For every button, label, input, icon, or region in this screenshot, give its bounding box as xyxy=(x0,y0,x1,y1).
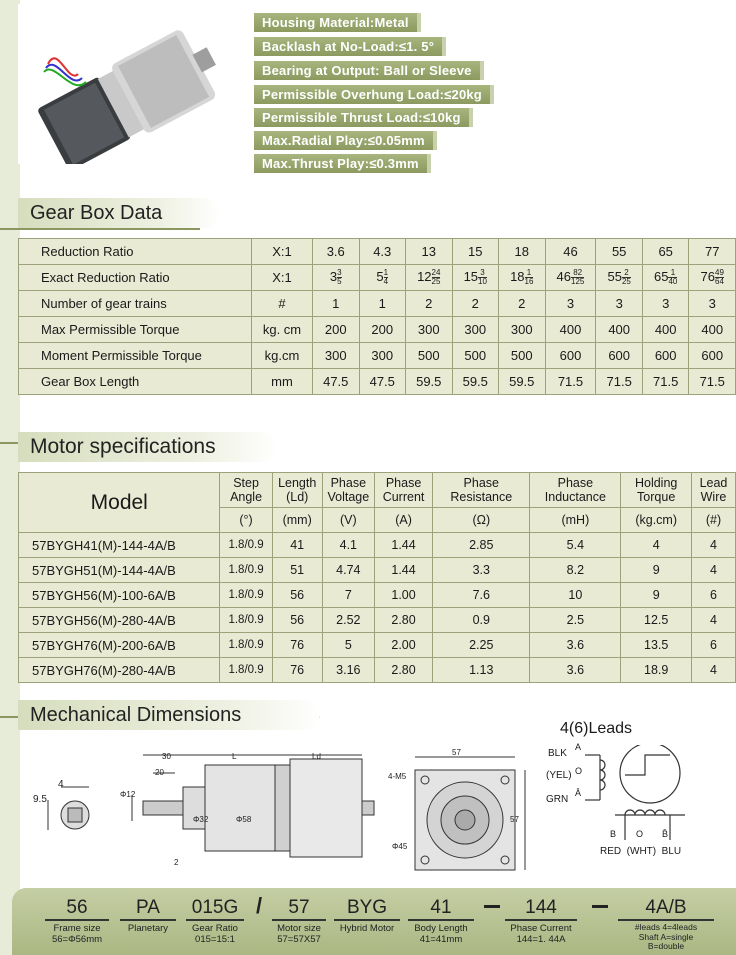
frac-whole: 5 xyxy=(376,268,384,284)
frac-numerator: 1 xyxy=(383,268,389,278)
spec-housing: Housing Material:Metal xyxy=(254,13,421,32)
gear-heading-line xyxy=(0,228,200,230)
gear-cell: 300 xyxy=(406,317,453,343)
gear-cell xyxy=(406,265,453,291)
dim-2: 2 xyxy=(174,858,179,867)
motor-cell: 1.00 xyxy=(374,583,432,608)
spec-thrust-load: Permissible Thrust Load:≤10kg xyxy=(254,108,473,127)
gear-cell: 59.5 xyxy=(499,369,546,395)
frac-whole: 12 xyxy=(417,268,432,284)
frac xyxy=(622,269,631,286)
motor-cell: 4 xyxy=(691,608,735,633)
frac-whole: 18 xyxy=(510,268,525,284)
gear-cell: 600 xyxy=(596,343,643,369)
motor-row xyxy=(19,608,736,633)
gear-cell: 600 xyxy=(642,343,689,369)
spec-backlash: Backlash at No-Load:≤1. 5° xyxy=(254,37,446,56)
frac-whole: 55 xyxy=(607,268,622,284)
gear-cell: 71.5 xyxy=(596,369,643,395)
gear-cell xyxy=(642,265,689,291)
lead-letter-a-bar: Ā xyxy=(575,788,582,798)
dim-key-height: 9.5 xyxy=(33,794,47,805)
motor-cell: 2.80 xyxy=(374,658,432,683)
frac-whole: 76 xyxy=(700,268,715,284)
frac xyxy=(668,269,677,286)
gear-cell: 71.5 xyxy=(642,369,689,395)
frac xyxy=(384,269,388,286)
gear-cell: 200 xyxy=(313,317,360,343)
motor-cell: 1.8/0.9 xyxy=(220,633,272,658)
code-gear-ratio: 015G Gear Ratio 015=15:1 xyxy=(186,897,244,945)
gear-cell: 59.5 xyxy=(406,369,453,395)
dim-phi58: Φ58 xyxy=(236,815,252,824)
motor-cell: 7 xyxy=(322,583,374,608)
gear-row-label: Reduction Ratio xyxy=(19,239,252,265)
motor-cell: 1.8/0.9 xyxy=(220,558,272,583)
gear-box-table xyxy=(18,238,736,395)
dim-phi45: Φ45 xyxy=(392,842,408,851)
motor-cell: 12.5 xyxy=(621,608,692,633)
gear-cell: 3 xyxy=(596,291,643,317)
motor-col-header: Step Angle xyxy=(220,473,272,508)
motor-cell: 8.2 xyxy=(530,558,621,583)
motor-cell: 7.6 xyxy=(433,583,530,608)
motor-cell: 76 xyxy=(272,633,322,658)
spec-thrust-play: Max.Thrust Play:≤0.3mm xyxy=(254,154,431,173)
gear-cell: 500 xyxy=(499,343,546,369)
frac-denominator: 16 xyxy=(524,277,534,287)
motor-spec-table xyxy=(18,472,736,683)
gear-cell: 59.5 xyxy=(452,369,499,395)
motor-col-unit: (#) xyxy=(691,508,735,533)
motor-col-header: Lead Wire xyxy=(691,473,735,508)
motor-cell: 9 xyxy=(621,558,692,583)
motor-cell: 3.3 xyxy=(433,558,530,583)
motor-col-unit: (A) xyxy=(374,508,432,533)
gear-cell: 600 xyxy=(689,343,736,369)
motor-cell: 2.80 xyxy=(374,608,432,633)
gear-cell: 47.5 xyxy=(359,369,406,395)
gear-box-heading: Gear Box Data xyxy=(18,198,220,228)
motor-cell: 10 xyxy=(530,583,621,608)
lead-letter-o2: O xyxy=(636,829,644,839)
motor-cell: 2.25 xyxy=(433,633,530,658)
gear-row xyxy=(19,317,736,343)
motor-cell: 1.44 xyxy=(374,533,432,558)
motor-row xyxy=(19,558,736,583)
gear-row-unit: mm xyxy=(252,369,313,395)
code-dash-1 xyxy=(484,905,500,908)
frac-numerator: 3 xyxy=(478,269,487,278)
frac-numerator: 1 xyxy=(525,269,534,278)
motor-cell: 6 xyxy=(691,633,735,658)
motor-cell: 5 xyxy=(322,633,374,658)
frac-numerator: 49 xyxy=(715,268,724,278)
frac-denominator: 5 xyxy=(337,277,342,287)
code-leads-shaft: 4A/B #leads 4=4leads Shaft A=single B=double xyxy=(618,897,714,952)
motor-cell: 4 xyxy=(691,558,735,583)
gear-cell xyxy=(359,265,406,291)
frac-whole: 46 xyxy=(556,268,572,284)
motor-col-header: Phase Voltage xyxy=(322,473,374,508)
frac-denominator: 4 xyxy=(383,277,389,287)
dim-30: 30 xyxy=(162,752,171,761)
gear-row xyxy=(19,343,736,369)
gear-cell: 1 xyxy=(313,291,360,317)
motor-cell: 4 xyxy=(621,533,692,558)
motor-cell: 1.44 xyxy=(374,558,432,583)
frac-numerator: 2 xyxy=(622,269,631,278)
gear-row xyxy=(19,291,736,317)
gear-cell xyxy=(499,265,546,291)
motor-cell: 56 xyxy=(272,583,322,608)
spec-radial-play: Max.Radial Play:≤0.05mm xyxy=(254,131,437,150)
lead-letter-a: A xyxy=(575,742,582,752)
gear-cell xyxy=(596,265,643,291)
spec-bearing: Bearing at Output: Ball or Sleeve xyxy=(254,61,484,80)
frac-numerator: 24 xyxy=(431,268,441,278)
lead-letter-b-bar: B̄ xyxy=(662,829,669,839)
frac-denominator: 40 xyxy=(668,277,678,287)
code-dash-2 xyxy=(592,905,608,908)
motor-row xyxy=(19,658,736,683)
motor-col-unit: (mm) xyxy=(272,508,322,533)
motor-col-unit: (Ω) xyxy=(433,508,530,533)
gear-row-unit: kg.cm xyxy=(252,343,313,369)
gear-row-label: Moment Permissible Torque xyxy=(19,343,252,369)
frac-numerator: 3 xyxy=(337,268,342,278)
code-body-length: 41 Body Length 41=41mm xyxy=(408,897,474,945)
motor-cell: 2.85 xyxy=(433,533,530,558)
lead-grn: GRN xyxy=(546,794,569,805)
lead-letter-o1: O xyxy=(575,766,583,776)
motor-model-cell: 57BYGH51(M)-144-4A/B xyxy=(19,558,220,583)
dim-key-width: 4 xyxy=(58,779,64,790)
motor-cell: 2.5 xyxy=(530,608,621,633)
motor-cell: 1.13 xyxy=(433,658,530,683)
motor-cell: 2.52 xyxy=(322,608,374,633)
gear-cell: 4.3 xyxy=(359,239,406,265)
dim-front-57-v: 57 xyxy=(510,815,519,824)
dim-20: 20 xyxy=(155,768,164,777)
mech-dim-heading: Mechanical Dimensions xyxy=(18,700,320,730)
gear-cell: 47.5 xyxy=(313,369,360,395)
lead-letter-b: B xyxy=(610,829,617,839)
gear-cell: 2 xyxy=(499,291,546,317)
mechanical-drawing xyxy=(20,745,540,880)
motor-cell: 2.00 xyxy=(374,633,432,658)
gear-row xyxy=(19,239,736,265)
dim-Ld: Ld xyxy=(312,752,321,761)
gear-cell xyxy=(313,265,360,291)
gear-cell: 300 xyxy=(499,317,546,343)
motor-model-cell: 57BYGH56(M)-100-6A/B xyxy=(19,583,220,608)
gear-cell: 71.5 xyxy=(545,369,596,395)
motor-cell: 4 xyxy=(691,658,735,683)
gear-row-unit: X:1 xyxy=(252,265,313,291)
motor-cell: 5.4 xyxy=(530,533,621,558)
motor-cell: 51 xyxy=(272,558,322,583)
motor-col-header: Length (Ld) xyxy=(272,473,322,508)
motor-cell: 18.9 xyxy=(621,658,692,683)
gear-cell: 200 xyxy=(359,317,406,343)
frac-whole: 15 xyxy=(463,268,479,284)
motor-cell: 4.1 xyxy=(322,533,374,558)
gear-cell: 300 xyxy=(313,343,360,369)
motor-model-cell: 57BYGH56(M)-280-4A/B xyxy=(19,608,220,633)
dim-L: L xyxy=(232,752,237,761)
frac-denominator: 25 xyxy=(621,277,631,287)
frac-numerator: 1 xyxy=(668,269,677,278)
frac xyxy=(571,269,584,286)
gear-cell: 1 xyxy=(359,291,406,317)
gear-cell: 500 xyxy=(452,343,499,369)
motor-cell: 4.74 xyxy=(322,558,374,583)
gear-row-unit: X:1 xyxy=(252,239,313,265)
motor-cell: 4 xyxy=(691,533,735,558)
gear-cell: 300 xyxy=(359,343,406,369)
motor-row xyxy=(19,583,736,608)
motor-cell: 1.8/0.9 xyxy=(220,608,272,633)
gear-cell: 400 xyxy=(596,317,643,343)
code-frame-size: 56 Frame size 56=Φ56mm xyxy=(45,897,109,945)
frac xyxy=(525,269,534,286)
motor-row xyxy=(19,633,736,658)
motor-cell: 0.9 xyxy=(433,608,530,633)
gear-cell xyxy=(452,265,499,291)
motor-cell: 76 xyxy=(272,658,322,683)
gear-cell: 2 xyxy=(406,291,453,317)
leads-title: 4(6)Leads xyxy=(560,720,633,737)
motor-col-unit: (mH) xyxy=(530,508,621,533)
gear-motor-photo xyxy=(18,4,218,164)
motor-col-unit: (V) xyxy=(322,508,374,533)
frac xyxy=(432,269,441,286)
gear-cell: 3 xyxy=(689,291,736,317)
gear-cell: 77 xyxy=(689,239,736,265)
motor-cell: 1.8/0.9 xyxy=(220,533,272,558)
dim-front-57: 57 xyxy=(452,748,461,757)
motor-cell: 56 xyxy=(272,608,322,633)
motor-cell: 9 xyxy=(621,583,692,608)
frac xyxy=(715,269,724,286)
gear-cell: 65 xyxy=(642,239,689,265)
gear-cell: 15 xyxy=(452,239,499,265)
motor-col-header: Phase Inductance xyxy=(530,473,621,508)
dim-phi32: Φ32 xyxy=(193,815,209,824)
dim-phi12: Φ12 xyxy=(120,790,136,799)
gear-cell: 46 xyxy=(545,239,596,265)
gear-cell: 600 xyxy=(545,343,596,369)
motor-cell: 3.16 xyxy=(322,658,374,683)
gear-cell: 400 xyxy=(689,317,736,343)
model-header: Model xyxy=(19,473,220,533)
gear-cell: 71.5 xyxy=(689,369,736,395)
spec-overhung-load: Permissible Overhung Load:≤20kg xyxy=(254,85,494,104)
motor-model-cell: 57BYGH76(M)-280-4A/B xyxy=(19,658,220,683)
lead-yel: (YEL) xyxy=(546,770,572,781)
motor-model-cell: 57BYGH41(M)-144-4A/B xyxy=(19,533,220,558)
motor-col-unit: (kg.cm) xyxy=(621,508,692,533)
gear-row-unit: kg. cm xyxy=(252,317,313,343)
motor-cell: 1.8/0.9 xyxy=(220,658,272,683)
motor-cell: 13.5 xyxy=(621,633,692,658)
motor-cell: 3.6 xyxy=(530,633,621,658)
gear-cell: 13 xyxy=(406,239,453,265)
frac-denominator: 10 xyxy=(478,277,487,287)
motor-cell: 1.8/0.9 xyxy=(220,583,272,608)
motor-header-row xyxy=(19,473,736,508)
motor-cell: 6 xyxy=(691,583,735,608)
frac-numerator: 82 xyxy=(571,269,584,278)
gear-cell xyxy=(545,265,596,291)
gear-cell xyxy=(689,265,736,291)
leads-bottom-labels: RED (WHT) BLU xyxy=(600,846,682,857)
gear-cell: 2 xyxy=(452,291,499,317)
frac-denominator: 64 xyxy=(715,277,724,287)
gear-row xyxy=(19,369,736,395)
code-slash: / xyxy=(256,893,263,918)
code-planetary: PA Planetary xyxy=(120,897,176,934)
frac xyxy=(337,269,341,286)
gear-row-label: Exact Reduction Ratio xyxy=(19,265,252,291)
gear-cell: 3 xyxy=(545,291,596,317)
gear-cell: 400 xyxy=(545,317,596,343)
gear-row-unit: # xyxy=(252,291,313,317)
frac-denominator: 25 xyxy=(431,277,441,287)
left-strip xyxy=(0,0,20,955)
frac-whole: 3 xyxy=(329,268,338,284)
motor-col-header: Holding Torque xyxy=(621,473,692,508)
frac-whole: 65 xyxy=(654,268,669,284)
frac-denominator: 125 xyxy=(571,277,585,287)
code-motor-size: 57 Motor size 57=57X57 xyxy=(272,897,326,945)
frac xyxy=(478,269,487,286)
gear-cell: 500 xyxy=(406,343,453,369)
motor-model-cell: 57BYGH76(M)-200-6A/B xyxy=(19,633,220,658)
gear-cell: 55 xyxy=(596,239,643,265)
motor-spec-heading: Motor specifications xyxy=(18,432,278,462)
motor-col-unit: (°) xyxy=(220,508,272,533)
gear-row xyxy=(19,265,736,291)
gear-row-label: Number of gear trains xyxy=(19,291,252,317)
dim-4m5: 4-M5 xyxy=(388,772,407,781)
gear-cell: 300 xyxy=(452,317,499,343)
gear-cell: 18 xyxy=(499,239,546,265)
code-phase-current: 144 Phase Current 144=1. 44A xyxy=(505,897,577,945)
code-hybrid: BYG Hybrid Motor xyxy=(334,897,400,934)
gear-cell: 3 xyxy=(642,291,689,317)
gear-row-label: Max Permissible Torque xyxy=(19,317,252,343)
motor-col-header: Phase Resistance xyxy=(433,473,530,508)
gear-row-label: Gear Box Length xyxy=(19,369,252,395)
gear-cell: 3.6 xyxy=(313,239,360,265)
lead-blk: BLK xyxy=(548,748,567,759)
motor-cell: 3.6 xyxy=(530,658,621,683)
motor-row xyxy=(19,533,736,558)
motor-col-header: Phase Current xyxy=(374,473,432,508)
motor-cell: 41 xyxy=(272,533,322,558)
gear-cell: 400 xyxy=(642,317,689,343)
